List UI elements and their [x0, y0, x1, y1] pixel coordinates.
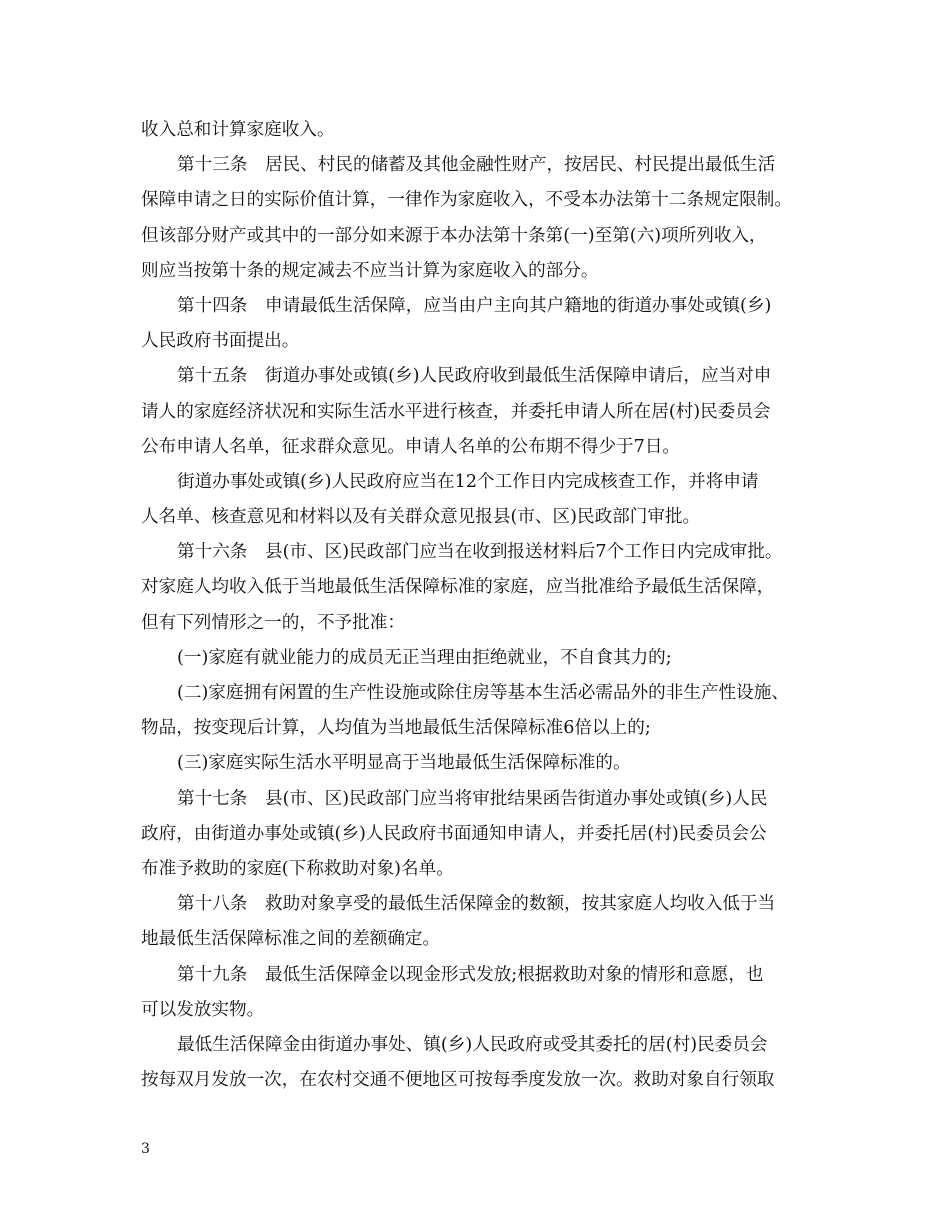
article-15-line-1: 第十五条 街道办事处或镇(乡)人民政府收到最低生活保障申请后，应当对申: [177, 366, 772, 387]
article-15-para-2-line-2: 人名单、核查意见和材料以及有关群众意见报县(市、区)民政部门审批。: [141, 507, 701, 528]
article-16-item-2-line-2: 物品，按变现后计算，人均值为当地最低生活保障标准6倍以上的;: [141, 718, 651, 739]
article-15-line-3: 公布申请人名单，征求群众意见。申请人名单的公布期不得少于7日。: [141, 436, 681, 457]
article-16-item-1: (一)家庭有就业能力的成员无正当理由拒绝就业，不自食其力的;: [177, 647, 672, 668]
article-17-line-2: 政府，由街道办事处或镇(乡)人民政府书面通知申请人，并委托居(村)民委员会公: [141, 823, 767, 844]
article-13-line-4: 则应当按第十条的规定减去不应当计算为家庭收入的部分。: [141, 260, 599, 281]
text-line-1: 收入总和计算家庭收入。: [141, 120, 335, 140]
article-14-line-2: 人民政府书面提出。: [141, 331, 300, 352]
article-16-line-1: 第十六条 县(市、区)民政部门应当在收到报送材料后7个工作日内完成审批。: [177, 542, 783, 563]
article-13-line-1: 第十三条 居民、村民的储蓄及其他金融性财产，按居民、村民提出最低生活: [177, 155, 776, 176]
article-16-item-3: (三)家庭实际生活水平明显高于当地最低生活保障标准的。: [177, 753, 631, 774]
article-16-line-3: 但有下列情形之一的，不予批准：: [141, 612, 405, 633]
article-19-line-2: 可以发放实物。: [141, 999, 265, 1020]
article-13-line-2: 保障申请之日的实际价值计算，一律作为家庭收入，不受本办法第十二条规定限制。: [141, 190, 792, 211]
document-body: [141, 113, 821, 1098]
article-15-para-2-line-1: 街道办事处或镇(乡)人民政府应当在12个工作日内完成核查工作，并将申请: [177, 471, 759, 492]
article-15-line-2: 请人的家庭经济状况和实际生活水平进行核查，并委托申请人所在居(村)民委员会: [141, 401, 771, 422]
article-16-item-2-line-1: (二)家庭拥有闲置的生产性设施或除住房等基本生活必需品外的非生产性设施、: [177, 683, 789, 703]
article-17-line-1: 第十七条 县(市、区)民政部门应当将审批结果函告街道办事处或镇(乡)人民: [177, 788, 768, 809]
page-number: 3: [141, 1141, 150, 1157]
article-19-para-2-line-1: 最低生活保障金由街道办事处、镇(乡)人民政府或受其委托的居(村)民委员会: [177, 1034, 768, 1055]
article-13-line-3: 但该部分财产或其中的一部分如来源于本办法第十条第(一)至第(六)项所列收入，: [141, 225, 767, 246]
article-14-line-1: 第十四条 申请最低生活保障，应当由户主向其户籍地的街道办事处或镇(乡): [177, 295, 772, 316]
article-16-line-2: 对家庭人均收入低于当地最低生活保障标准的家庭，应当批准给予最低生活保障，: [141, 577, 775, 598]
article-18-line-1: 第十八条 救助对象享受的最低生活保障金的数额，按其家庭人均收入低于当: [177, 894, 776, 915]
article-19-line-1: 第十九条 最低生活保障金以现金形式发放;根据救助对象的情形和意愿，也: [177, 964, 764, 985]
article-19-para-2-line-2: 按每双月发放一次，在农村交通不便地区可按每季度发放一次。救助对象自行领取: [141, 1070, 775, 1091]
article-18-line-2: 地最低生活保障标准之间的差额确定。: [141, 929, 441, 950]
article-17-line-3: 布准予救助的家庭(下称救助对象)名单。: [141, 858, 454, 879]
